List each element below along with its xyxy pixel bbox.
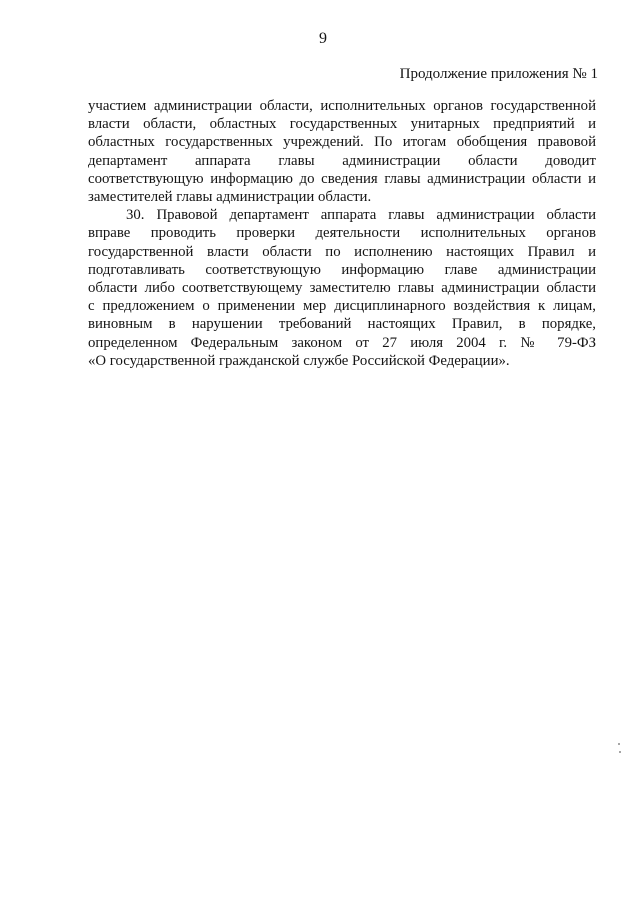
text-line: заместителей главы администрации области. <box>88 189 372 206</box>
text-line: области либо соответствующему заместителю главы администрации области <box>88 280 596 297</box>
text-line: участием администрации области, исполнительных органов государственной <box>88 98 596 114</box>
text-line: власти области, областных государственных унитарных предприятий и <box>88 116 596 133</box>
text-line: «О государственной гражданской службе Российской Федерации». <box>88 352 510 369</box>
appendix-continuation-note: Продолжение приложения № 1 <box>399 66 598 82</box>
paragraph-item-30 <box>88 206 596 370</box>
text-line: определенном Федеральным законом от 27 июля 2004 г. № 79-ФЗ <box>88 334 596 351</box>
text-line: с предложением о применении мер дисциплинарного воздействия к лицам, <box>88 298 596 315</box>
text-line: государственной власти области по исполнению настоящих Правил и <box>88 243 596 260</box>
text-line: вправе проводить проверки деятельности исполнительных органов <box>88 225 596 242</box>
text-line: подготавливать соответствующую информацию главе администрации <box>88 261 596 278</box>
text-line: 30. Правовой департамент аппарата главы администрации области <box>126 207 596 224</box>
text-line: соответствующую информацию до сведения главы администрации области и <box>88 170 596 187</box>
document-body <box>88 97 596 370</box>
scan-artifact-dot <box>619 751 621 753</box>
text-line: департамент аппарата главы администрации области доводит <box>88 152 596 169</box>
paragraph-continuation <box>88 97 596 206</box>
text-line: областных государственных учреждений. По итогам обобщения правовой <box>88 134 596 151</box>
text-line: виновным в нарушении требований настоящих Правил, в порядке, <box>88 316 596 333</box>
scan-artifact-dot <box>618 743 620 745</box>
page-number: 9 <box>319 30 327 47</box>
